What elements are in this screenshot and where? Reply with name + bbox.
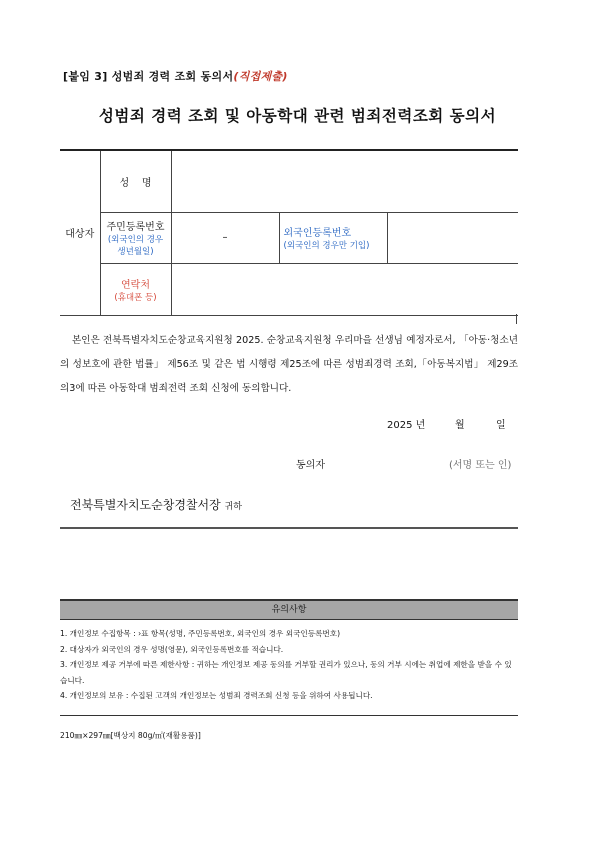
notice-heading: 유의사항: [60, 599, 518, 620]
notice-item: 1. 개인정보 수집항목 : ›표 항목(성명, 주민등록번호, 외국인의 경우 외국인등록번호): [60, 629, 341, 638]
contact-field[interactable]: [171, 263, 518, 315]
subject-info-table: [60, 149, 518, 316]
attachment-title: [붙임 3] 성범죄 경력 조회 동의서: [63, 70, 234, 83]
foreign-reg-label: 외국인등록번호: [283, 228, 352, 239]
notice-item: 2. 대상자가 외국인의 경우 성명(영문), 외국인등록번호를 적습니다.: [60, 644, 284, 654]
section-divider: [60, 527, 518, 529]
date-month: 월: [455, 420, 465, 431]
foreign-reg-field[interactable]: [387, 212, 518, 263]
paper-spec-footer: 210㎜×297㎜[백상지 80g/㎡(재활용품)]: [60, 731, 201, 740]
notice-list: [60, 626, 518, 704]
table-edge-mark: [516, 314, 517, 324]
date-day: 일: [496, 420, 506, 431]
subject-label: 대상자: [60, 150, 100, 315]
rrn-label: 주민등록번호: [106, 222, 165, 233]
notice-bottom-rule: [60, 715, 518, 716]
attachment-label: [63, 68, 288, 84]
contact-label: 연락처: [121, 279, 150, 291]
name-field[interactable]: [171, 150, 518, 212]
notice-item: 3. 개인정보 제공 거부에 따른 제한사항 : 귀하는 개인정보 제공 동의를 거부할 권리가 있으나, 동의 거부 시에는 취업에 제한을 받을 수 있습니다.: [60, 660, 512, 685]
date-year: 2025 년: [387, 420, 426, 431]
rrn-note: (외국인의 경우 생년월일): [107, 235, 164, 257]
consent-statement: [60, 329, 518, 401]
document-title: 성범죄 경력 조회 및 아동학대 관련 범죄전력조회 동의서: [98, 107, 497, 125]
name-label: 성 명: [100, 150, 171, 212]
foreign-reg-note: (외국인의 경우만 기입): [283, 241, 370, 251]
recipient-name: 전북특별자치도순창경찰서장: [70, 498, 221, 512]
recipient-suffix: 귀하: [224, 502, 242, 512]
attachment-note: (직접제출): [233, 70, 288, 83]
rrn-field[interactable]: [171, 212, 279, 263]
consent-label: 동의자: [296, 460, 325, 471]
rrn-dash: –: [222, 232, 228, 243]
signature-hint[interactable]: (서명 또는 인): [449, 460, 512, 471]
notice-item: 4. 개인정보의 보유 : 수집된 고객의 개인정보는 성범죄 경력조회 신청 등을 위하여 사용됩니다.: [60, 691, 373, 700]
recipient: [70, 496, 242, 513]
consent-statement-text: 본인은 전북특별자치도순창교육지원청 2025. 순창교육지원청 우리마을 선생님 예정자로서, 「아동·청소년의 성보호에 관한 법률」 제56조 및 같은 법 시행령 제25조에 따른 성범죄경력 조회,「아동복지법」 제29조의3에 따른 아동학대 범죄전력 조회 신청에 동의합니다.: [60, 335, 518, 394]
contact-note: (휴대폰 등): [114, 292, 157, 303]
